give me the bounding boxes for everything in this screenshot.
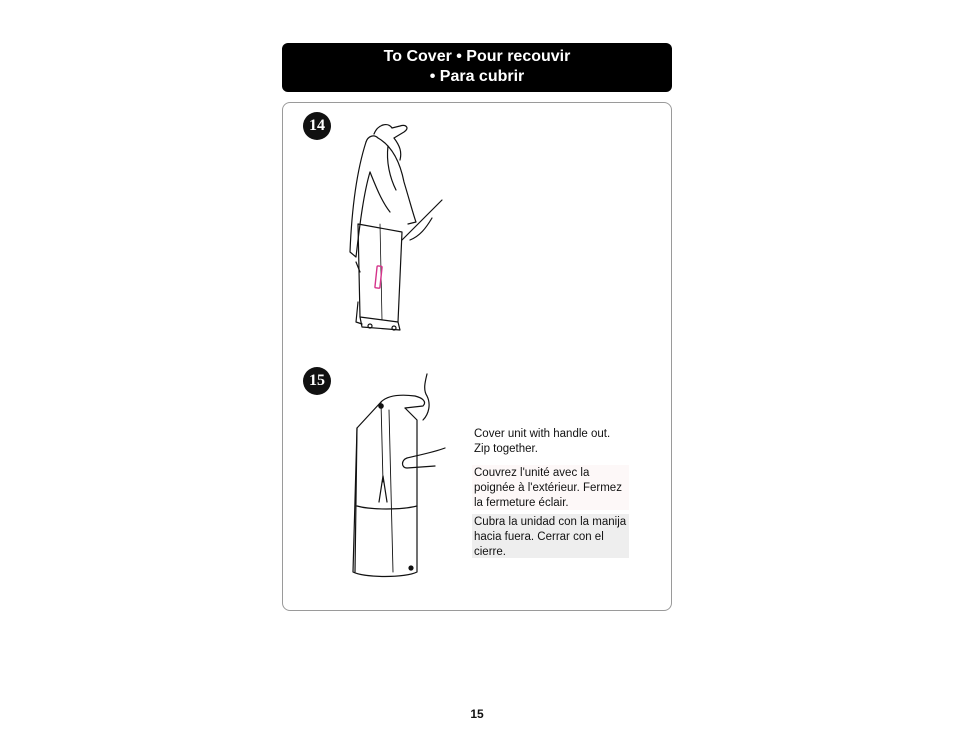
- cover-illustration-step-14: [330, 112, 450, 337]
- instruction-en: Cover unit with handle out. Zip together.: [474, 428, 611, 455]
- step-badge-15: 15: [303, 367, 331, 395]
- instruction-fr: Couvrez l'unité avec la poignée à l'extérieur. Fermez la fermeture éclair.: [472, 465, 629, 510]
- header-title-line1: To Cover • Pour recouvir: [383, 48, 571, 65]
- section-header: [282, 43, 672, 92]
- header-title-line2: • Para cubrir: [429, 68, 525, 85]
- step-badge-14: 14: [303, 112, 331, 140]
- cover-illustration-step-15: [345, 372, 455, 582]
- page-number: 15: [470, 707, 484, 721]
- instruction-es: Cubra la unidad con la manija hacia fuera. Cerrar con el cierre.: [472, 514, 629, 558]
